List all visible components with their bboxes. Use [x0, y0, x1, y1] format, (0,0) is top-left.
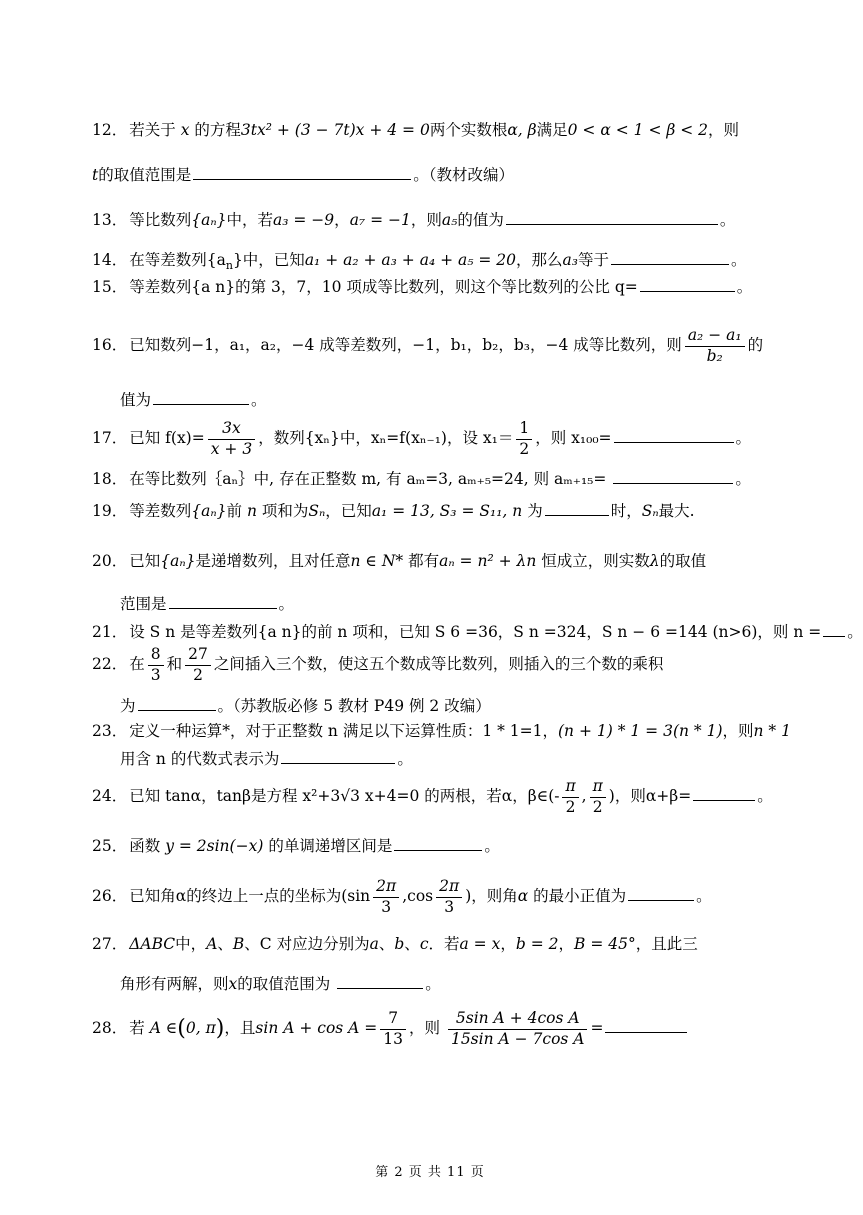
question-13: 13． 等比数列{aₙ}中，若a₃ = −9，a₇ = −1，则a₅的值为 。 — [92, 206, 772, 232]
fraction: $\frac{3x}{x + 3}$ — [208, 419, 255, 459]
answer-blank[interactable] — [605, 1014, 687, 1033]
answer-blank[interactable] — [169, 590, 277, 609]
question-12-line2: t的取值范围是 。（教材改编） — [92, 161, 772, 187]
fraction: $\frac{2\pi}{3}$ — [373, 877, 399, 917]
answer-blank[interactable] — [628, 882, 694, 901]
question-19: 19． 等差数列{aₙ}前 n 项和为Sₙ，已知a₁ = 13, S₃ = S₁₁, n 为 时，Sₙ最大. — [92, 497, 772, 523]
question-22-line2: 为 。（苏教版必修 5 教材 P49 例 2 改编） — [120, 692, 772, 718]
question-12: 12． 若关于 x 的方程3tx² + (3 − 7t)x + 4 = 0两个实数根α, β满足0 < α < 1 < β < 2，则 — [92, 121, 740, 139]
fraction: $\frac{\text{5sin A + 4cos A}}{\text{15sin A − 7cos A}}$ — [448, 1009, 588, 1049]
question-26: 26． 已知角α的终边上一点的坐标为(sin $\frac{2\pi}{3}$ ,cos $\frac{2\pi}{3}$ )，则角α 的最小正值为 。 — [92, 877, 712, 916]
fraction: $\frac{1}{2}$ — [516, 419, 532, 459]
question-20: 20． 已知{aₙ}是递增数列，且对任意n ∈ N* 都有aₙ = n² + λn 恒成立，则实数λ的取值 — [92, 552, 707, 570]
question-24: 24． 已知 tanα，tanβ是方程 x²+3√3 x+4=0 的两根，若α，β∈(- $\frac{\pi}{2}$ , $\frac{\pi}{2}$ )，则α+β= 。 — [92, 777, 773, 816]
answer-blank[interactable] — [153, 386, 249, 405]
answer-blank[interactable] — [281, 745, 395, 764]
question-16-line2: 值为 。 — [120, 386, 772, 412]
answer-blank[interactable] — [613, 465, 733, 484]
question-14: 14． 在等差数列$\{a_n\}$中，已知a₁ + a₂ + a₃ + a₄ + a₅ = 20，那么a₃等于 。 — [92, 246, 772, 278]
page-footer: 第 2 页 共 11 页 — [375, 1165, 485, 1180]
answer-blank[interactable] — [193, 161, 411, 180]
answer-blank[interactable] — [640, 273, 735, 292]
fraction: $\frac{\pi}{2}$ — [562, 777, 578, 817]
fraction: $\frac{7}{13}$ — [380, 1009, 406, 1049]
answer-blank[interactable] — [611, 246, 729, 265]
answer-blank[interactable] — [545, 497, 609, 516]
fraction: $\frac{8}{3}$ — [148, 645, 164, 685]
answer-blank[interactable] — [394, 832, 482, 851]
question-23: 23． 定义一种运算*，对于正整数 n 满足以下运算性质：1 * 1=1，(n + 1) * 1 = 3(n * 1)，则n * 1 — [92, 722, 791, 740]
question-25: 25． 函数 y = 2sin(−x) 的单调递增区间是 。 — [92, 832, 772, 858]
question-22: 22． 在 $\frac{8}{3}$ 和 $\frac{27}{2}$ 之间插入三个数，使这五个数成等比数列，则插入的三个数的乘积 — [92, 645, 664, 684]
answer-blank[interactable] — [337, 970, 423, 989]
question-17: 17． 已知 f(x)= $\frac{3x}{x + 3}$ ，数列{xₙ}中，xₙ=f(xₙ₋₁)，设 x₁＝ $\frac{1}{2}$ ，则 x₁₀₀= 。 — [92, 419, 752, 458]
fraction: $\frac{27}{2}$ — [185, 645, 211, 685]
answer-blank[interactable] — [506, 206, 718, 225]
answer-blank[interactable] — [138, 692, 216, 711]
answer-blank[interactable] — [823, 618, 845, 637]
question-28: 28． 若 A ∈(0, π)，且sin A + cos A = $\frac{7}{13}$ ，则 $\frac{\text{5sin A + 4cos A}}{\text{15sin A − 7cos A}}$ = — [92, 1004, 772, 1053]
question-21: 21． 设 S n 是等差数列{a n}的前 n 项和，已知 S 6 =36，S n =324，S n − 6 =144 (n>6)，则 n = 。 — [92, 618, 772, 644]
answer-blank[interactable] — [614, 424, 734, 443]
question-20-line2: 范围是 。 — [120, 590, 772, 616]
question-27-line2: 角形有两解，则x的取值范围为 。 — [120, 970, 772, 996]
fraction: $\frac{\text{a₂ − a₁}}{\text{b₂}}$ — [685, 326, 745, 366]
question-16: 16． 已知数列−1，a₁，a₂，−4 成等差数列，−1，b₁，b₂，b₃，−4 成等比数列，则 $\frac{\text{a₂ − a₁}}{\text{b₂}}$ 的 — [92, 326, 764, 365]
fraction: $\frac{2\pi}{3}$ — [436, 877, 462, 917]
question-18: 18． 在等比数列｛aₙ｝中, 存在正整数 m, 有 aₘ=3, aₘ₊₅=24, 则 aₘ₊₁₅= 。 — [92, 465, 772, 491]
answer-blank[interactable] — [693, 782, 755, 801]
equation: 3tx² + (3 − 7t)x + 4 = 0 — [240, 121, 430, 139]
question-23-line2: 用含 n 的代数式表示为 。 — [120, 745, 772, 771]
question-15: 15． 等差数列{a n}的第 3，7，10 项成等比数列，则这个等比数列的公比 q= 。 — [92, 273, 772, 299]
question-27: 27． ΔABC中，A、B、C 对应边分别为a、b、c．若a = x，b = 2，B = 45°，且此三 — [92, 935, 698, 953]
fraction: $\frac{\pi}{2}$ — [590, 777, 606, 817]
